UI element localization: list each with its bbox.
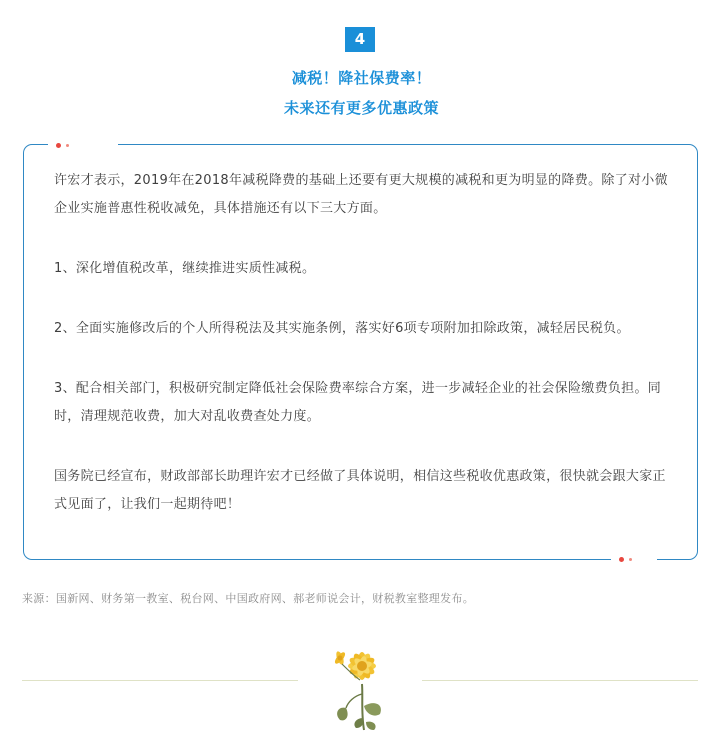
section-heading-line2: 未来还有更多优惠政策 (283, 99, 439, 117)
section-number-badge: 4 (345, 27, 375, 52)
article-paragraph-intro: 许宏才表示，2019年在2018年减税降费的基础上还要有更大规模的减税和更为明显的降费。除了对小微企业实施普惠性税收减免，具体措施还有以下三大方面。 (54, 173, 668, 216)
card-top-ornament (48, 142, 118, 148)
article-paragraph-conclusion: 国务院已经宣布，财政部部长助理许宏才已经做了具体说明，相信这些税收优惠政策，很快就会跟大家正式见面了，让我们一起期待吧！ (54, 469, 666, 512)
article-paragraph-point3: 3、配合相关部门，积极研究制定降低社会保险费率综合方案，进一步减轻企业的社会保险缴费负担。同时，清理规范收费，加大对乱收费查处力度。 (54, 381, 662, 424)
ornament-dot-icon (56, 143, 61, 148)
chrysanthemum-flower-icon (318, 636, 404, 732)
ornament-dot-icon (619, 557, 624, 562)
card-bottom-ornament (611, 556, 657, 562)
article-paragraph-point2: 2、全面实施修改后的个人所得税法及其实施条例，落实好6项专项附加扣除政策，减轻居民税负。 (54, 321, 630, 336)
divider-left (22, 680, 298, 681)
section-heading-line1: 减税！降社保费率！ (291, 69, 432, 87)
source-attribution: 来源：国新网、财务第一教室、税台网、中国政府网、郝老师说会计，财税教室整理发布。 (22, 592, 474, 605)
article-body (54, 167, 672, 519)
ornament-dot-icon (66, 144, 69, 147)
article-card (23, 144, 698, 560)
ornament-dot-icon (629, 558, 632, 561)
article-paragraph-point1: 1、深化增值税改革，继续推进实质性减税。 (54, 261, 316, 276)
divider-right (422, 680, 698, 681)
